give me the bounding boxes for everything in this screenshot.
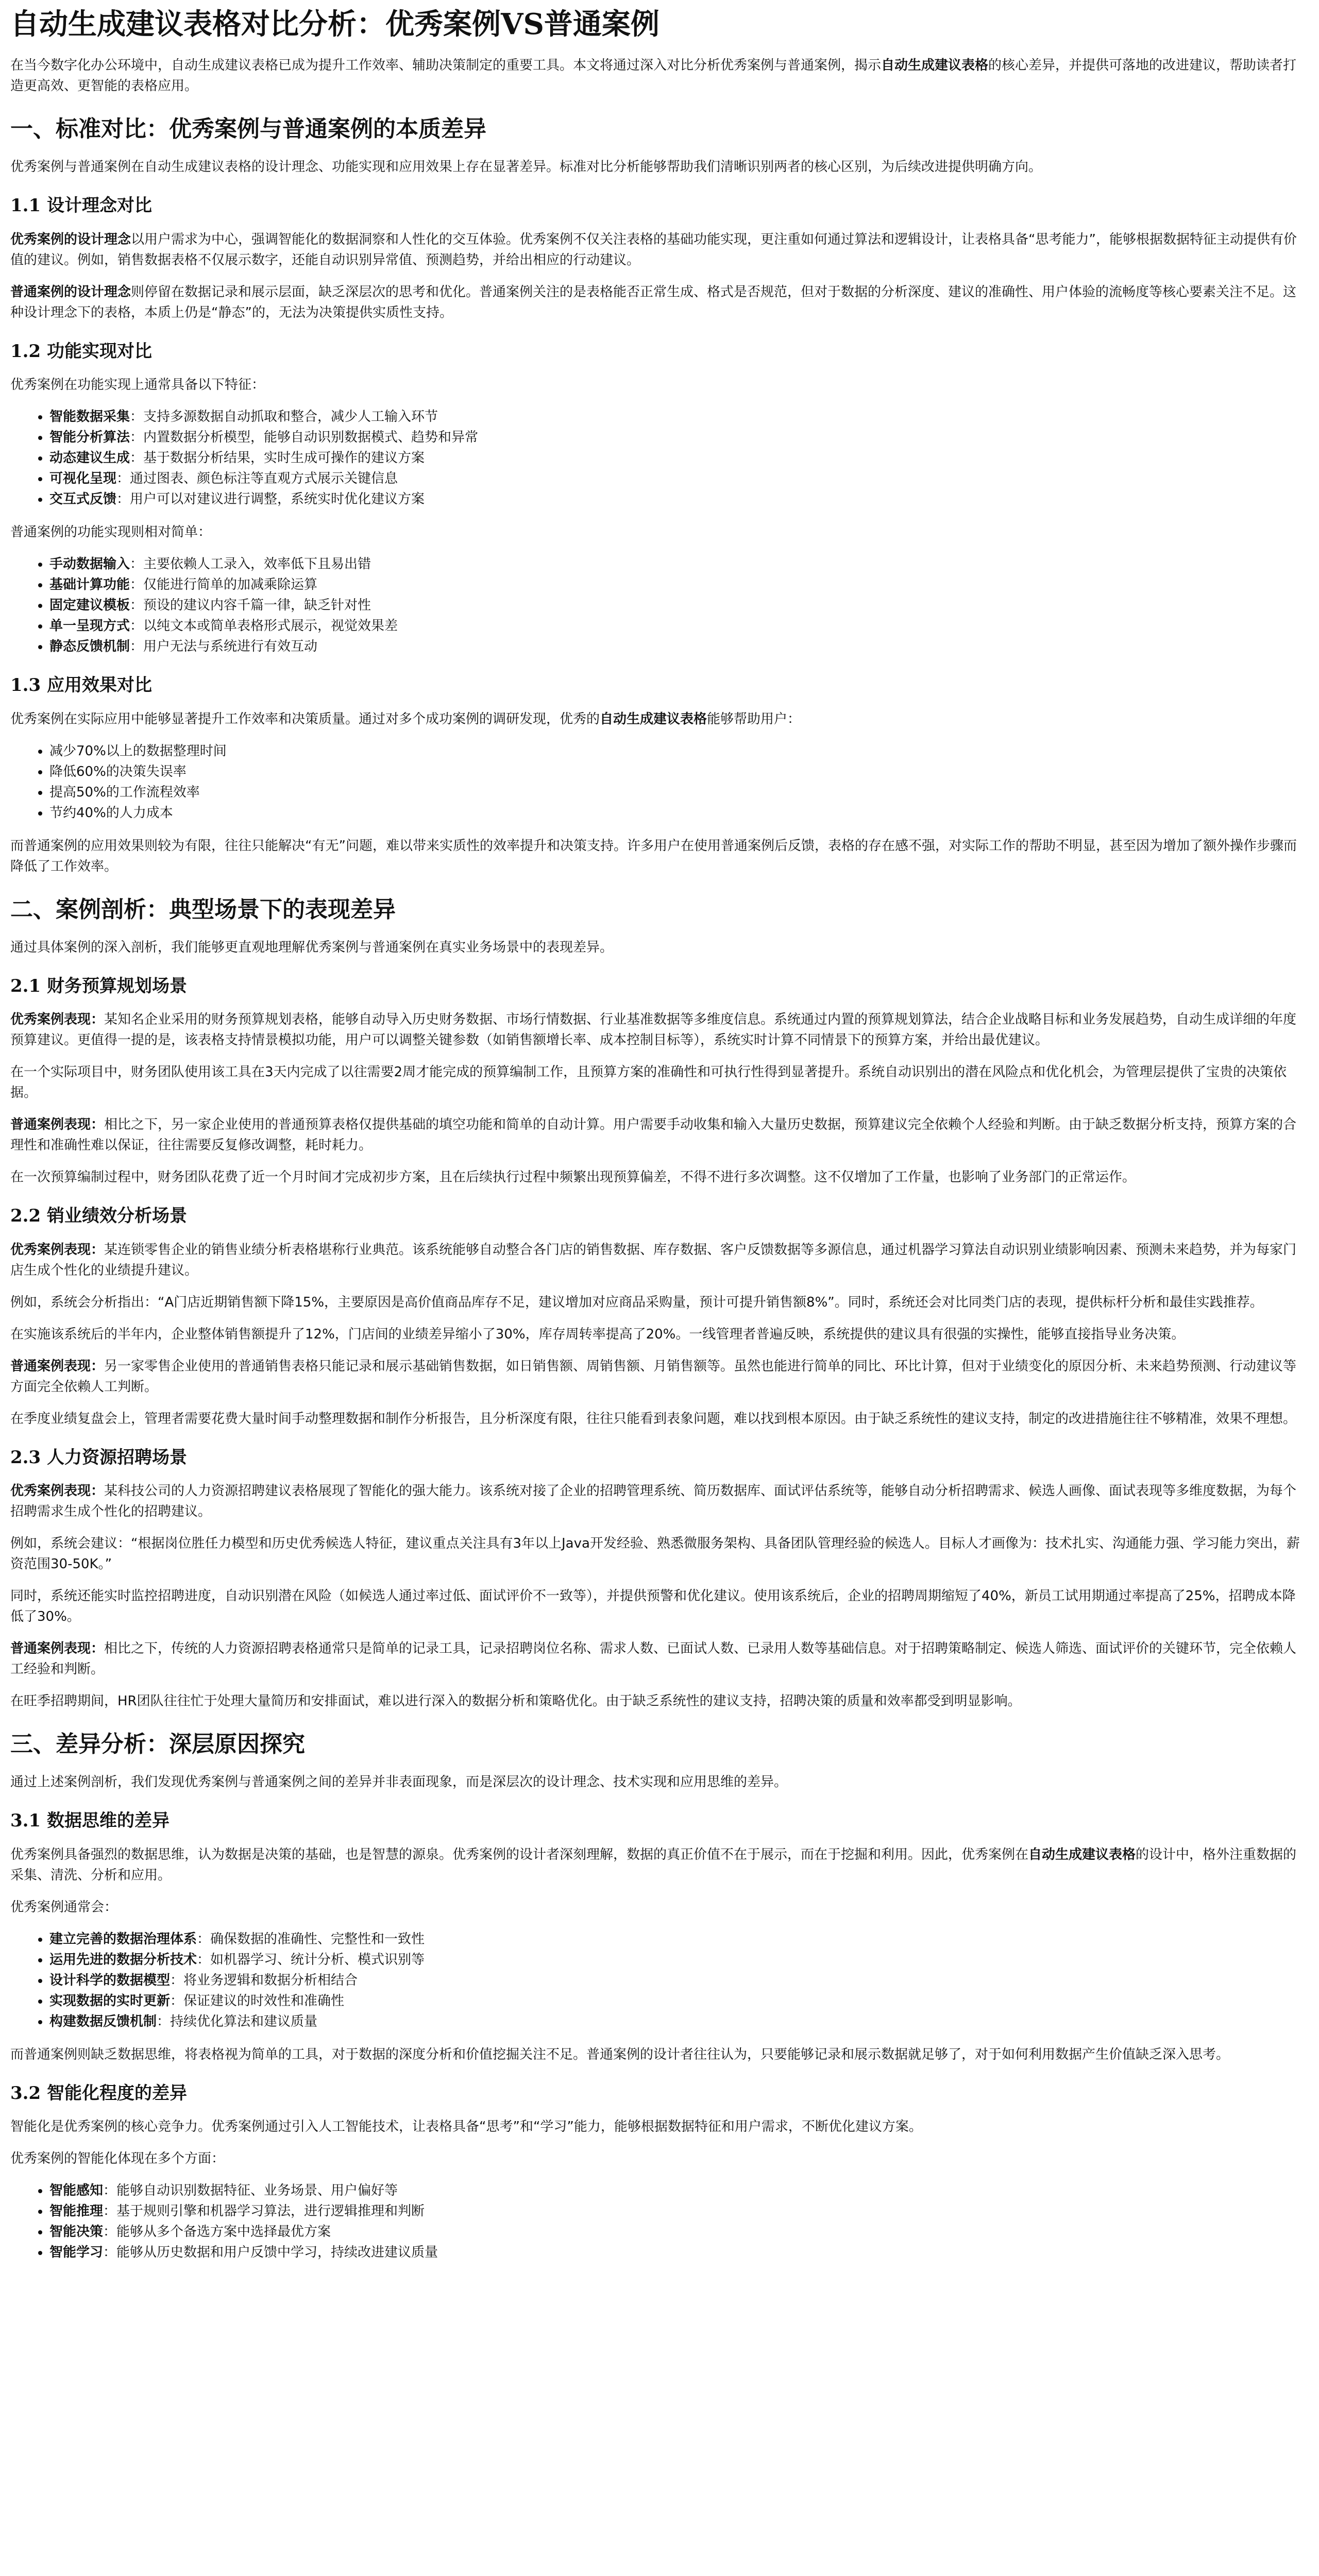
finance-good-text: 某知名企业采用的财务预算规划表格，能够自动导入历史财务数据、市场行情数据、行业基准数据等多维度信息。系统通过内置的预算规划算法，结合企业战略目标和业务发展趋势，自动生成详细的年度预算建议。更值得一提的是，该表格支持情景模拟功能，用户可以调整关键参数（如销售额增长率、成本控制目标等），系统实时计算不同情景下的预算方案，并给出最优建议。: [10, 1012, 1297, 1048]
list-item-desc: ：基于数据分析结果，实时生成可操作的建议方案: [130, 450, 425, 466]
list-item-term: 建立完善的数据治理体系: [49, 1931, 197, 1947]
data-thinking-paragraph: [10, 1844, 1309, 1886]
hr-good-paragraph-2: 例如，系统会建议：“根据岗位胜任力模型和历史优秀候选人特征，建议重点关注具有3年以上Java开发经验、熟悉微服务架构、具备团队管理经验的候选人。目标人才画像为：技术扎实、沟通能力强、学习能力突出，薪资范围30-50K。”: [10, 1536, 1300, 1572]
list-item-term: 智能决策: [49, 2224, 104, 2240]
section-1-1-heading: 1.1 设计理念对比: [10, 195, 152, 216]
list-item-term: 智能感知: [49, 2183, 104, 2199]
list-item-term: 动态建议生成: [49, 450, 130, 466]
function-normal-list: [10, 554, 1309, 657]
list-item-desc: ：用户可以对建议进行调整，系统实时优化建议方案: [116, 492, 425, 507]
data-thinking-before: 优秀案例具备强烈的数据思维，认为数据是决策的基础，也是智慧的源泉。优秀案例的设计者深刻理解，数据的真正价值不在于展示，而在于挖掘和利用。因此，优秀案例在: [10, 1846, 1029, 1862]
section-3-1-heading: 3.1 数据思维的差异: [10, 1810, 170, 1832]
list-item-desc: ：主要依赖人工录入，效率低下且易出错: [130, 556, 371, 572]
list-item: [49, 636, 1309, 657]
section-3-heading: 三、差异分析：深层原因探究: [10, 1731, 305, 1758]
list-item-term: 可视化呈现: [49, 471, 117, 487]
data-thinking-keyword: 自动生成建议表格: [1028, 1846, 1136, 1862]
list-item: [49, 1970, 1309, 1991]
design-good-label: 优秀案例的设计理念: [10, 231, 131, 247]
intro-text-after: 的核心差异，并提供可落地的改进建议，帮助读者打造更高效、更智能的表格应用。: [10, 58, 1297, 94]
list-item: [49, 2222, 1309, 2242]
list-item: [49, 427, 1309, 448]
sales-good-paragraph-3: 在实施该系统后的半年内，企业整体销售额提升了12%，门店间的业绩差异缩小了30%，库存周转率提高了20%。一线管理者普遍反映，系统提供的建议具有很强的实操性，能够直接指导业务决策。: [10, 1326, 1185, 1342]
intelligence-list: [10, 2180, 1309, 2263]
list-item: [49, 554, 1309, 574]
sales-good-paragraph-2: 例如，系统会分析指出：“A门店近期销售额下降15%，主要原因是高价值商品库存不足，建议增加对应商品采购量，预计可提升销售额8%”。同时，系统还会对比同类门店的表现，提供标杆分析和最佳实践推荐。: [10, 1294, 1263, 1310]
section-1-intro: 优秀案例与普通案例在自动生成建议表格的设计理念、功能实现和应用效果上存在显著差异。标准对比分析能够帮助我们清晰识别两者的核心区别，为后续改进提供明确方向。: [10, 159, 1042, 175]
list-item: [49, 468, 1309, 489]
design-normal-text: 则停留在数据记录和展示层面，缺乏深层次的思考和优化。普通案例关注的是表格能否正常生成、格式是否规范，但对于数据的分析深度、建议的准确性、用户体验的流畅度等核心要素关注不足。这种设计理念下的表格，本质上仍是“静态”的，无法为决策提供实质性支持。: [10, 284, 1297, 320]
page-title: 自动生成建议表格对比分析：优秀案例VS普通案例: [10, 7, 660, 41]
list-item-term: 实现数据的实时更新: [49, 1993, 171, 2009]
section-2-3-heading: 2.3 人力资源招聘场景: [10, 1447, 187, 1468]
list-item-term: 智能学习: [49, 2245, 104, 2261]
intro-text-before: 在当今数字化办公环境中，自动生成建议表格已成为提升工作效率、辅助决策制定的重要工具。本文将通过深入对比分析优秀案例与普通案例，揭示: [10, 58, 882, 74]
list-item: • 减少70%以上的数据整理时间: [49, 741, 1309, 761]
effect-lead: [10, 709, 1309, 730]
finance-normal-text: 相比之下，另一家企业使用的普通预算表格仅提供基础的填空功能和简单的自动计算。用户需要手动收集和输入大量历史数据，预算建议完全依赖个人经验和判断。由于缺乏数据分析支持，预算方案的合理性和准确性难以保证，往往需要反复修改调整，耗时耗力。: [10, 1117, 1297, 1154]
list-item-term: 设计科学的数据模型: [49, 1972, 171, 1988]
sales-good-label: 优秀案例表现：: [10, 1242, 105, 1258]
data-thinking-after: 的设计中，格外注重数据的采集、清洗、分析和应用。: [10, 1846, 1297, 1883]
intelligence-intro: 智能化是优秀案例的核心竞争力。优秀案例通过引入人工智能技术，让表格具备“思考”和“学习”能力，能够根据数据特征和用户需求，不断优化建议方案。: [10, 2119, 922, 2135]
list-item: [49, 489, 1309, 510]
list-item-term: 智能分析算法: [49, 430, 130, 446]
list-item-term: 交互式反馈: [49, 492, 117, 507]
finance-good-paragraph-2: 在一个实际项目中，财务团队使用该工具在3天内完成了以往需要2周才能完成的预算编制工作，且预算方案的准确性和可执行性得到显著提升。系统自动识别出的潜在风险点和优化机会，为管理层提供了宝贵的决策依据。: [10, 1064, 1287, 1101]
section-2-1-heading: 2.1 财务预算规划场景: [10, 975, 187, 996]
list-item-desc: ：确保数据的准确性、完整性和一致性: [197, 1931, 425, 1947]
list-item-term: 构建数据反馈机制: [49, 2013, 157, 2029]
list-item-desc: ：能够自动识别数据特征、业务场景、用户偏好等: [103, 2183, 398, 2199]
list-item-desc: ：将业务逻辑和数据分析相结合: [170, 1972, 358, 1988]
hr-normal-text: 相比之下，传统的人力资源招聘表格通常只是简单的记录工具，记录招聘岗位名称、需求人数、已面试人数、已录用人数等基础信息。对于招聘策略制定、候选人筛选、面试评价的关键环节，完全依赖人工经验和判断。: [10, 1641, 1297, 1677]
list-item: [49, 1929, 1309, 1950]
finance-normal-paragraph-2: 在一次预算编制过程中，财务团队花费了近一个月时间才完成初步方案，且在后续执行过程中频繁出现预算偏差，不得不进行多次调整。这不仅增加了工作量，也影响了业务部门的正常运作。: [10, 1170, 1136, 1185]
design-good-paragraph: [10, 229, 1309, 270]
sales-good-paragraph: [10, 1240, 1309, 1281]
list-item-desc: ：支持多源数据自动抓取和整合，减少人工输入环节: [130, 409, 438, 425]
effect-list: [10, 741, 1309, 823]
list-item-desc: ：能够从历史数据和用户反馈中学习，持续改进建议质量: [103, 2245, 438, 2261]
section-1-2-heading: 1.2 功能实现对比: [10, 341, 152, 362]
hr-good-paragraph-3: 同时，系统还能实时监控招聘进度，自动识别潜在风险（如候选人通过率过低、面试评价不一致等），并提供预警和优化建议。使用该系统后，企业的招聘周期缩短了40%，新员工试用期通过率提高了25%，招聘成本降低了30%。: [10, 1588, 1296, 1625]
list-item: [49, 574, 1309, 595]
section-3-intro: 通过上述案例剖析，我们发现优秀案例与普通案例之间的差异并非表面现象，而是深层次的设计理念、技术实现和应用思维的差异。: [10, 1774, 788, 1790]
sales-good-text: 某连锁零售企业的销售业绩分析表格堪称行业典范。该系统能够自动整合各门店的销售数据、库存数据、客户反馈数据等多源信息，通过机器学习算法自动识别业绩影响因素、预测未来趋势，并为每家门店生成个性化的业绩提升建议。: [10, 1242, 1297, 1278]
intelligence-lead: 优秀案例的智能化体现在多个方面：: [10, 2151, 225, 2167]
list-item-desc: ：内置数据分析模型，能够自动识别数据模式、趋势和异常: [130, 430, 479, 446]
sales-normal-label: 普通案例表现：: [10, 1358, 105, 1374]
sales-normal-paragraph: [10, 1356, 1309, 1397]
list-item-desc: ：能够从多个备选方案中选择最优方案: [103, 2224, 331, 2240]
hr-good-label: 优秀案例表现：: [10, 1483, 105, 1499]
list-item: [49, 2011, 1309, 2032]
finance-normal-label: 普通案例表现：: [10, 1117, 105, 1133]
hr-normal-label: 普通案例表现：: [10, 1641, 105, 1657]
sales-normal-paragraph-2: 在季度业绩复盘会上，管理者需要花费大量时间手动整理数据和制作分析报告，且分析深度有限，往往只能看到表象问题，难以找到根本原因。由于缺乏系统性的建议支持，制定的改进措施往往不够精准，效果不理想。: [10, 1411, 1297, 1427]
finance-normal-paragraph: [10, 1114, 1309, 1156]
list-item: • 降低60%的决策失误率: [49, 761, 1309, 782]
design-normal-label: 普通案例的设计理念: [10, 284, 131, 300]
section-2-intro: 通过具体案例的深入剖析，我们能够更直观地理解优秀案例与普通案例在真实业务场景中的表现差异。: [10, 939, 614, 955]
sales-normal-text: 另一家零售企业使用的普通销售表格只能记录和展示基础销售数据，如日销售额、周销售额、月销售额等。虽然也能进行简单的同比、环比计算，但对于业绩变化的原因分析、未来趋势预测、行动建议等方面完全依赖人工判断。: [10, 1358, 1297, 1395]
function-good-list: [10, 406, 1309, 510]
hr-normal-paragraph-2: 在旺季招聘期间，HR团队往往忙于处理大量简历和安排面试，难以进行深入的数据分析和策略优化。由于缺乏系统性的建议支持，招聘决策的质量和效率都受到明显影响。: [10, 1693, 1021, 1709]
section-3-2-heading: 3.2 智能化程度的差异: [10, 2082, 187, 2104]
list-item: [49, 595, 1309, 616]
design-good-text: 以用户需求为中心，强调智能化的数据洞察和人性化的交互体验。优秀案例不仅关注表格的基础功能实现，更注重如何通过算法和逻辑设计，让表格具备“思考能力”，能够根据数据特征主动提供有价值的建议。例如，销售数据表格不仅展示数字，还能自动识别异常值、预测趋势，并给出相应的行动建议。: [10, 231, 1297, 268]
list-item-term: 智能数据采集: [49, 409, 130, 425]
list-item-term: 智能推理: [49, 2204, 104, 2219]
finance-good-label: 优秀案例表现：: [10, 1012, 105, 1028]
hr-good-paragraph: [10, 1481, 1309, 1522]
effect-closing: 而普通案例的应用效果则较为有限，往往只能解决“有无”问题，难以带来实质性的效率提升和决策支持。许多用户在使用普通案例后反馈，表格的存在感不强，对实际工作的帮助不明显，甚至因为增加了额外操作步骤而降低了工作效率。: [10, 838, 1297, 874]
finance-good-paragraph: [10, 1009, 1309, 1050]
data-thinking-lead: 优秀案例通常会：: [10, 1899, 118, 1915]
section-1-heading: 一、标准对比：优秀案例与普通案例的本质差异: [10, 116, 486, 143]
list-item: [49, 448, 1309, 468]
list-item-desc: ：基于规则引擎和机器学习算法，进行逻辑推理和判断: [103, 2204, 425, 2219]
list-item: • 节约40%的人力成本: [49, 803, 1309, 823]
list-item: [49, 1950, 1309, 1970]
section-2-heading: 二、案例剖析：典型场景下的表现差异: [10, 896, 396, 923]
list-item: [49, 406, 1309, 427]
section-1-3-heading: 1.3 应用效果对比: [10, 675, 152, 696]
list-item-desc: ：仅能进行简单的加减乘除运算: [130, 577, 318, 593]
list-item-desc: ：以纯文本或简单表格形式展示，视觉效果差: [130, 618, 398, 634]
list-item: [49, 2242, 1309, 2263]
hr-good-text: 某科技公司的人力资源招聘建议表格展现了智能化的强大能力。该系统对接了企业的招聘管理系统、简历数据库、面试评估系统等，能够自动分析招聘需求、候选人画像、面试表现等多维度数据，为每个招聘需求生成个性化的招聘建议。: [10, 1483, 1297, 1520]
list-item-desc: ：保证建议的时效性和准确性: [170, 1993, 345, 2009]
list-item: [49, 616, 1309, 636]
design-normal-paragraph: [10, 282, 1309, 323]
section-2-2-heading: 2.2 销业绩效分析场景: [10, 1206, 187, 1227]
list-item: [49, 2180, 1309, 2201]
list-item-desc: ：通过图表、颜色标注等直观方式展示关键信息: [116, 471, 398, 487]
list-item-desc: ：预设的建议内容千篇一律，缺乏针对性: [130, 598, 371, 614]
effect-lead-keyword: 自动生成建议表格: [600, 711, 707, 727]
list-item-desc: ：用户无法与系统进行有效互动: [130, 639, 318, 655]
list-item-term: 运用先进的数据分析技术: [49, 1952, 197, 1968]
hr-normal-paragraph: [10, 1638, 1309, 1680]
intro-paragraph: [10, 55, 1309, 96]
intro-keyword: 自动生成建议表格: [881, 58, 989, 74]
list-item: [49, 2201, 1309, 2222]
list-item-term: 固定建议模板: [49, 598, 130, 614]
list-item: [49, 1991, 1309, 2011]
list-item-term: 基础计算功能: [49, 577, 130, 593]
list-item-desc: ：持续优化算法和建议质量: [157, 2013, 318, 2029]
effect-lead-before: 优秀案例在实际应用中能够显著提升工作效率和决策质量。通过对多个成功案例的调研发现，优秀的: [10, 711, 600, 727]
data-thinking-list: [10, 1929, 1309, 2032]
list-item-desc: ：如机器学习、统计分析、模式识别等: [197, 1952, 425, 1968]
list-item: • 提高50%的工作流程效率: [49, 782, 1309, 803]
list-item-term: 手动数据输入: [49, 556, 130, 572]
list-item-term: 静态反馈机制: [49, 639, 130, 655]
data-thinking-closing: 而普通案例则缺乏数据思维，将表格视为简单的工具，对于数据的深度分析和价值挖掘关注不足。普通案例的设计者往往认为，只要能够记录和展示数据就足够了，对于如何利用数据产生价值缺乏深入思考。: [10, 2046, 1230, 2062]
effect-lead-after: 能够帮助用户：: [707, 711, 801, 727]
function-normal-lead: 普通案例的功能实现则相对简单：: [10, 524, 212, 540]
function-good-lead: 优秀案例在功能实现上通常具备以下特征：: [10, 377, 265, 393]
list-item-term: 单一呈现方式: [49, 618, 130, 634]
